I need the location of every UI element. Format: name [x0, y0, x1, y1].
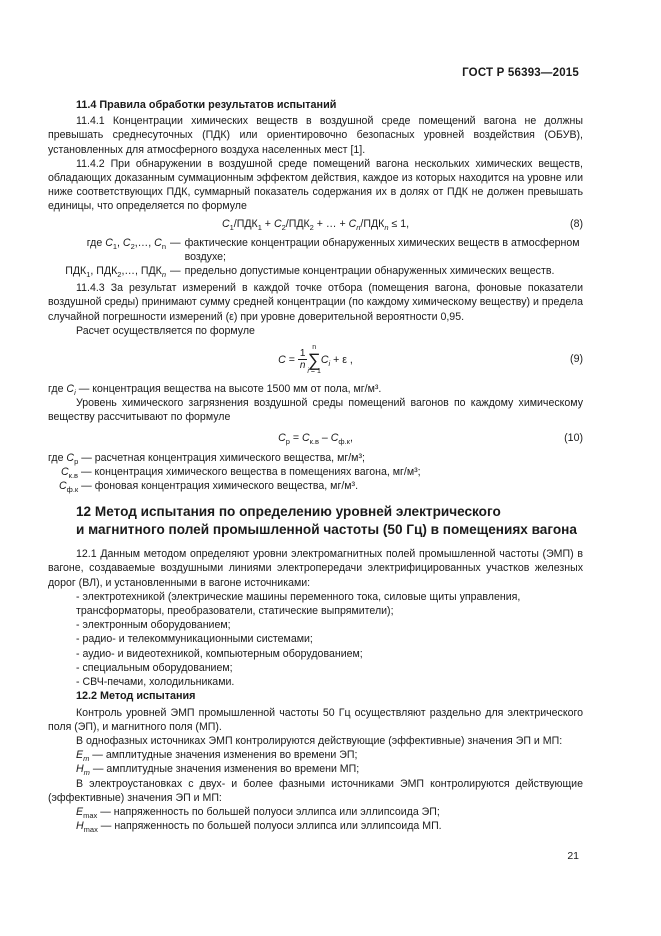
- definition-pdk: $ПДК_1$, $ПДК_2,\dots$, $ПДК_n$ — предельно допустимые концентрации обнаруженных химических веществ.: [48, 264, 583, 278]
- paragraph-12-2-control: Контроль уровней ЭМП промышленной частоты 50 Гц осуществляют раздельно для электрического поля (ЭП), и магнитного поля (МП).: [48, 706, 583, 733]
- formula-9-number: (9): [570, 353, 583, 366]
- definition-c-term: где $C_1$, $C_2,\dots$, $C_n$: [86, 236, 166, 251]
- definition-hmax: $H_{max}$ — напряженность по большей полуоси эллипса или эллипсоида МП.: [76, 820, 442, 835]
- formula-9-expression: C = $\frac{1}{n}$ n ∑ $i = 1C_i + \varepsilon$ ,: [278, 344, 353, 376]
- source-list-item: - электронным оборудованием;: [76, 619, 231, 632]
- source-list-item: - аудио- и видеотехникой, компьютерным оборудованием;: [76, 647, 363, 660]
- section-11-4-title: 11.4 Правила обработки результатов испытаний: [76, 99, 337, 111]
- formula-8-expression: $C_1/ПДК_1 + C_2/ПДК_2$ + … + $C_n/ПДК_n \le 1$,: [221, 217, 410, 232]
- definition-pdk-desc: предельно допустимые концентрации обнаруженных химических веществ.: [184, 265, 555, 278]
- source-list-item: - электротехникой (электрические машины переменного тока, силовые щиты управления, трансформаторы, преобразователи, статические выпрямители);: [76, 590, 521, 618]
- paragraph-12-1: 12.1 Данным методом определяют уровни электромагнитных полей промышленной частоты (ЭМП) в вагоне, создаваемые воздушными линиями электропередачи электрифицированных участков железных дорог (ВЛ), и установленными в вагоне источниками:: [48, 548, 583, 589]
- paragraph-multi-phase: В электроустановках с двух- и более фазными источниками ЭМП контролируются действующие (эффективные) значения ЭП и МП:: [48, 777, 583, 804]
- formula-9: [48, 338, 583, 382]
- section-12-2-title: 12.2 Метод испытания: [76, 690, 196, 703]
- paragraph-pollution-intro: Уровень химического загрязнения воздушной среды помещений вагонов по каждому химическому веществу рассчитывают по формуле: [48, 397, 583, 424]
- definition-cfk: $C_{ф.к}$ — фоновая концентрация химического вещества, мг/м³.: [59, 480, 359, 495]
- page-number: 21: [567, 850, 579, 862]
- paragraph-11-4-1: 11.4.1 Концентрации химических веществ в воздушной среде помещений вагона не должны превышать среднесуточных (ПДК) или ориентировочно безопасных уровней воздействия (ОБУВ), установленных для атмосферного воздуха населенных мест [1].: [48, 115, 583, 156]
- definition-c-desc: фактические концентрации обнаруженных химических веществ в атмосферном воздухе;: [184, 236, 580, 263]
- source-list: [48, 590, 583, 689]
- formula-10: [48, 425, 583, 451]
- paragraph-11-4-2: 11.4.2 При обнаружении в воздушной среде помещений вагона нескольких химических веществ, обладающих доказанным суммационным эффектом действия, каждое из которых находится на уровне или ниже соответствующих ПДК, суммарный показатель содержания их в долях от ПДК не должен превышать единицы, что определяется по формуле: [48, 157, 583, 213]
- definition-emax: $E_{max}$ — напряженность по большей полуоси эллипса или эллипсоида ЭП;: [76, 805, 440, 821]
- definition-c: где $C_1$, $C_2,\dots$, $C_n$ — фактические концентрации обнаруженных химических веществ в атмосферном воздухе;: [48, 236, 583, 264]
- source-list-item: - специальным оборудованием;: [76, 661, 233, 674]
- definition-ckv: $C_{к.в}$ — концентрация химического вещества в помещениях вагона, мг/м³;: [61, 465, 421, 480]
- definition-pdk-term: $ПДК_1$, $ПДК_2,\dots$, $ПДК_n$: [65, 265, 166, 280]
- section-12-title: 12 Метод испытания по определению уровней электрического и магнитного полей промышленной частоты (50 Гц) в помещениях вагона: [76, 504, 577, 538]
- source-list-item: - СВЧ-печами, холодильниками.: [76, 676, 235, 689]
- definition-ci: где $C_i$ — концентрация вещества на высоте 1500 мм от пола, мг/м³.: [48, 383, 382, 398]
- formula-8: [48, 214, 583, 236]
- formula-8-number: (8): [570, 217, 583, 230]
- definition-hm: $H_m$ — амплитудные значения изменения во времени МП;: [76, 763, 360, 778]
- formula-10-number: (10): [564, 431, 583, 444]
- definition-em: $E_m$ — амплитудные значения изменения во времени ЭП;: [76, 749, 358, 764]
- paragraph-calc-intro: Расчет осуществляется по формуле: [76, 324, 255, 337]
- formula-10-expression: $C_р = C_{к.в} - C_{ф.к}$,: [278, 431, 353, 446]
- page-body: [48, 98, 583, 833]
- paragraph-11-4-3: 11.4.3 За результат измерений в каждой точке отбора (помещения вагона, фоновые показатели воздушной среды) принимают сумму средней концентрации (по каждому химическому веществу) и предела случайной погрешности измерений (ε) при уровне доверительной вероятности 0,95.: [48, 282, 583, 323]
- definition-cp: где $C_р$ — расчетная концентрация химического вещества, мг/м³;: [48, 451, 365, 466]
- standard-header: ГОСТ Р 56393—2015: [462, 67, 579, 79]
- source-list-item: - радио- и телекоммуникационными системами;: [76, 633, 313, 646]
- paragraph-single-phase: В однофазных источниках ЭМП контролируются действующие (эффективные) значения ЭП и МП:: [76, 734, 563, 747]
